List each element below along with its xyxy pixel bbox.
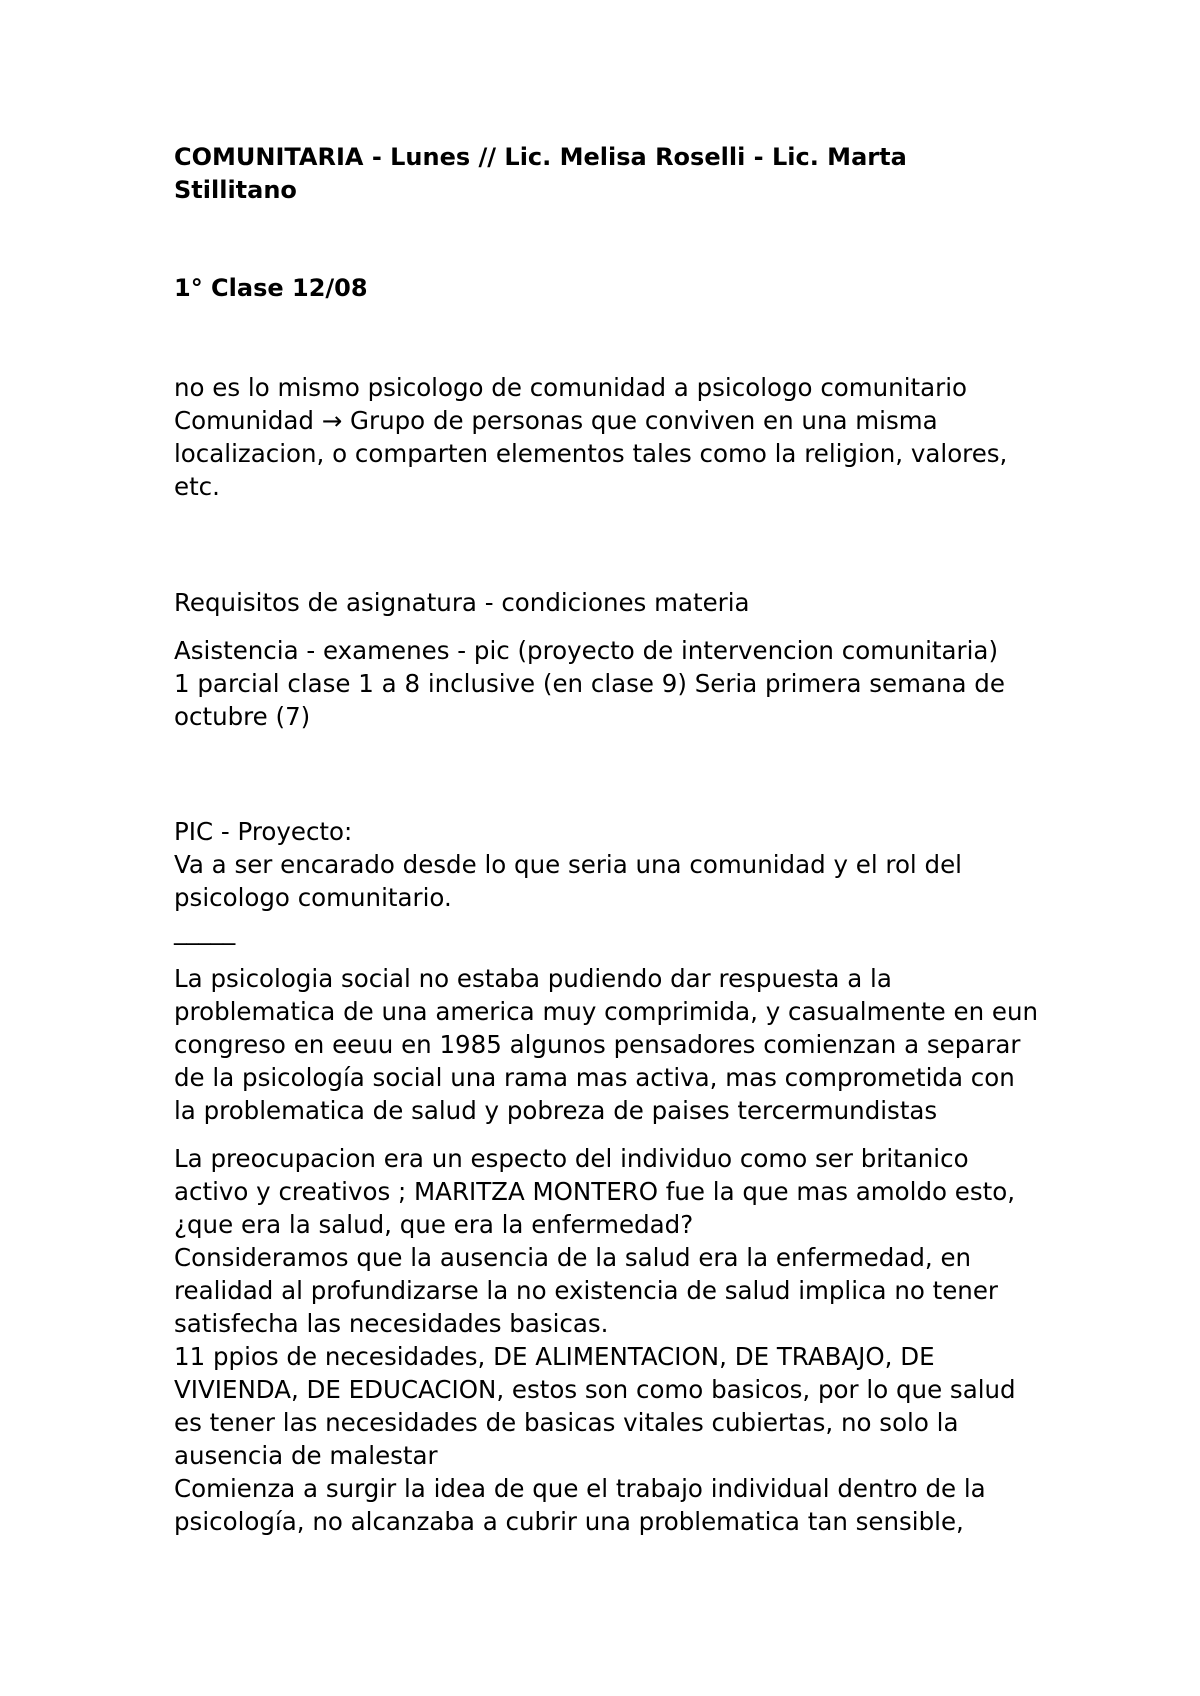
text-line: Comunidad → Grupo de personas que conviven en una misma	[174, 406, 938, 435]
document-heading	[174, 141, 1054, 207]
pic-paragraph	[174, 815, 1054, 947]
text-line: congreso en eeuu en 1985 algunos pensadores comienzan a separar	[174, 1030, 1021, 1059]
text-line: la problematica de salud y pobreza de paises tercermundistas	[174, 1096, 938, 1125]
text-line: Comienza a surgir la idea de que el trabajo individual dentro de la	[174, 1474, 986, 1503]
text-line: psicología, no alcanzaba a cubrir una problematica tan sensible,	[174, 1507, 964, 1536]
text-line: ¿que era la salud, que era la enfermedad?	[174, 1210, 694, 1239]
heading-line: COMUNITARIA - Lunes // Lic. Melisa Roselli - Lic. Marta	[174, 143, 907, 171]
text-line: octubre (7)	[174, 702, 311, 731]
text-line: activo y creativos ; MARITZA MONTERO fue la que mas amoldo esto,	[174, 1177, 1016, 1206]
text-line: realidad al profundizarse la no existencia de salud implica no tener	[174, 1276, 998, 1305]
text-line: 11 ppios de necesidades, DE ALIMENTACION, DE TRABAJO, DE	[174, 1342, 935, 1371]
text-line: PIC - Proyecto:	[174, 817, 353, 846]
text-line: satisfecha las necesidades basicas.	[174, 1309, 609, 1338]
requisitos-line: Requisitos de asignatura - condiciones materia	[174, 588, 750, 617]
psicologia-social-paragraph	[174, 962, 1054, 1127]
text-line: psicologo comunitario.	[174, 883, 452, 912]
text-line: Asistencia - examenes - pic (proyecto de intervencion comunitaria)	[174, 636, 999, 665]
text-line: Va a ser encarado desde lo que seria una comunidad y el rol del	[174, 850, 962, 879]
class-title: 1° Clase 12/08	[174, 274, 368, 302]
text-line: 1 parcial clase 1 a 8 inclusive (en clase 9) Seria primera semana de	[174, 669, 1005, 698]
text-line: no es lo mismo psicologo de comunidad a psicologo comunitario	[174, 373, 967, 402]
text-line: etc.	[174, 472, 220, 501]
text-line: de la psicología social una rama mas activa, mas comprometida con	[174, 1063, 1015, 1092]
document-content	[174, 141, 1054, 1538]
preocupacion-paragraph	[174, 1142, 1054, 1538]
asistencia-paragraph	[174, 634, 1054, 733]
intro-paragraph	[174, 371, 1054, 503]
text-line: ausencia de malestar	[174, 1441, 438, 1470]
text-line: es tener las necesidades de basicas vitales cubiertas, no solo la	[174, 1408, 959, 1437]
text-line: localizacion, o comparten elementos tales como la religion, valores,	[174, 439, 1008, 468]
text-line: Consideramos que la ausencia de la salud era la enfermedad, en	[174, 1243, 972, 1272]
text-line: problematica de una america muy comprimida, y casualmente en eun	[174, 997, 1039, 1026]
text-line: La psicologia social no estaba pudiendo dar respuesta a la	[174, 964, 892, 993]
text-line: La preocupacion era un especto del individuo como ser britanico	[174, 1144, 969, 1173]
separator-line: _____	[174, 916, 236, 945]
text-line: VIVIENDA, DE EDUCACION, estos son como basicos, por lo que salud	[174, 1375, 1016, 1404]
heading-line: Stillitano	[174, 176, 297, 204]
